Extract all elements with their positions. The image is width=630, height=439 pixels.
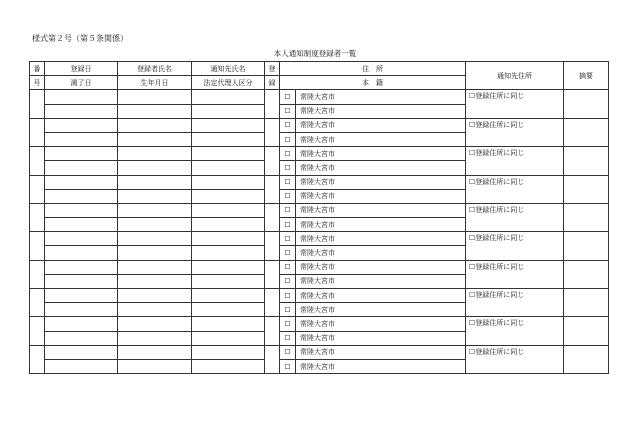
expiry-date-cell[interactable] bbox=[45, 331, 118, 345]
agent-type-cell[interactable] bbox=[192, 359, 265, 373]
notify-address-cell[interactable] bbox=[466, 203, 564, 231]
registrant-name-cell[interactable] bbox=[118, 90, 192, 104]
remarks-cell[interactable] bbox=[564, 147, 609, 175]
notify-name-cell[interactable] bbox=[192, 203, 265, 217]
registration-mark-cell[interactable] bbox=[265, 345, 280, 373]
same-address-label: 登録住所に同じ bbox=[475, 234, 525, 243]
same-address-label: 登録住所に同じ bbox=[475, 262, 525, 271]
birth-date-cell[interactable] bbox=[118, 274, 192, 288]
registration-mark-cell[interactable] bbox=[265, 118, 280, 146]
expiry-date-cell[interactable] bbox=[45, 161, 118, 175]
agent-type-cell[interactable] bbox=[192, 274, 265, 288]
document-title: 本人通知制度登録者一覧 bbox=[273, 49, 357, 58]
same-address-checkbox[interactable]: ☐ bbox=[469, 319, 476, 328]
address-checkbox[interactable]: ☐ bbox=[280, 203, 296, 217]
expiry-date-cell[interactable] bbox=[45, 274, 118, 288]
notify-address-cell[interactable] bbox=[466, 232, 564, 260]
notify-name-cell[interactable] bbox=[192, 175, 265, 189]
header-registration-date: 登録日 bbox=[45, 62, 118, 76]
table-row bbox=[30, 260, 609, 274]
header-domicile: 本 籍 bbox=[280, 76, 466, 90]
registrant-name-cell[interactable] bbox=[118, 175, 192, 189]
registration-date-cell[interactable] bbox=[45, 232, 118, 246]
same-address-checkbox[interactable]: ☐ bbox=[469, 234, 476, 243]
address-city-cell[interactable]: 常陸大宮市 bbox=[296, 147, 466, 161]
same-address-checkbox[interactable]: ☐ bbox=[469, 347, 476, 356]
address-city-cell[interactable]: 常陸大宮市 bbox=[296, 345, 466, 359]
same-address-label: 登録住所に同じ bbox=[475, 120, 525, 129]
notify-address-cell[interactable] bbox=[466, 90, 564, 118]
registrant-table bbox=[29, 61, 609, 374]
address-checkbox[interactable]: ☐ bbox=[280, 232, 296, 246]
domicile-checkbox[interactable]: ☐ bbox=[280, 303, 296, 317]
birth-date-cell[interactable] bbox=[118, 246, 192, 260]
address-checkbox[interactable]: ☐ bbox=[280, 118, 296, 132]
same-address-label: 登録住所に同じ bbox=[475, 92, 525, 101]
same-address-checkbox[interactable]: ☐ bbox=[469, 177, 476, 186]
birth-date-cell[interactable] bbox=[118, 161, 192, 175]
registration-mark-cell[interactable] bbox=[265, 289, 280, 317]
address-checkbox[interactable]: ☐ bbox=[280, 345, 296, 359]
registrant-name-cell[interactable] bbox=[118, 232, 192, 246]
table-row bbox=[30, 147, 609, 161]
domicile-checkbox[interactable]: ☐ bbox=[280, 274, 296, 288]
number-cell[interactable] bbox=[30, 118, 45, 146]
birth-date-cell[interactable] bbox=[118, 303, 192, 317]
domicile-checkbox[interactable]: ☐ bbox=[280, 189, 296, 203]
registrant-name-cell[interactable] bbox=[118, 118, 192, 132]
registration-mark-cell[interactable] bbox=[265, 232, 280, 260]
address-checkbox[interactable]: ☐ bbox=[280, 175, 296, 189]
domicile-checkbox[interactable]: ☐ bbox=[280, 218, 296, 232]
number-cell[interactable] bbox=[30, 317, 45, 345]
address-checkbox[interactable]: ☐ bbox=[280, 289, 296, 303]
table-row bbox=[30, 175, 609, 189]
notify-address-cell[interactable] bbox=[466, 260, 564, 288]
registration-mark-cell[interactable] bbox=[265, 90, 280, 118]
notify-name-cell[interactable] bbox=[192, 260, 265, 274]
header-registrant-name: 登録者氏名 bbox=[118, 62, 192, 76]
same-address-label: 登録住所に同じ bbox=[475, 205, 525, 214]
notify-name-cell[interactable] bbox=[192, 289, 265, 303]
header-birth-date: 生年月日 bbox=[118, 76, 192, 90]
table-row bbox=[30, 317, 609, 331]
domicile-checkbox[interactable]: ☐ bbox=[280, 246, 296, 260]
registration-date-cell[interactable] bbox=[45, 345, 118, 359]
expiry-date-cell[interactable] bbox=[45, 189, 118, 203]
address-city-cell[interactable]: 常陸大宮市 bbox=[296, 175, 466, 189]
domicile-city-cell[interactable]: 常陸大宮市 bbox=[296, 303, 466, 317]
agent-type-cell[interactable] bbox=[192, 161, 265, 175]
notify-name-cell[interactable] bbox=[192, 147, 265, 161]
notify-address-cell[interactable] bbox=[466, 147, 564, 175]
birth-date-cell[interactable] bbox=[118, 218, 192, 232]
number-cell[interactable] bbox=[30, 345, 45, 373]
registrant-name-cell[interactable] bbox=[118, 147, 192, 161]
registration-date-cell[interactable] bbox=[45, 289, 118, 303]
header-row-top bbox=[30, 62, 609, 76]
agent-type-cell[interactable] bbox=[192, 189, 265, 203]
expiry-date-cell[interactable] bbox=[45, 303, 118, 317]
expiry-date-cell[interactable] bbox=[45, 132, 118, 146]
notify-address-cell[interactable] bbox=[466, 289, 564, 317]
registrant-name-cell[interactable] bbox=[118, 317, 192, 331]
same-address-checkbox[interactable]: ☐ bbox=[469, 92, 476, 101]
remarks-cell[interactable] bbox=[564, 90, 609, 118]
domicile-checkbox[interactable]: ☐ bbox=[280, 331, 296, 345]
same-address-checkbox[interactable]: ☐ bbox=[469, 205, 476, 214]
table-body bbox=[30, 90, 609, 374]
same-address-label: 登録住所に同じ bbox=[475, 177, 525, 186]
header-registration-bottom: 録 bbox=[265, 76, 280, 90]
registration-date-cell[interactable] bbox=[45, 317, 118, 331]
registration-date-cell[interactable] bbox=[45, 203, 118, 217]
header-notify-address: 通知先住所 bbox=[466, 62, 564, 90]
remarks-cell[interactable] bbox=[564, 317, 609, 345]
table-row bbox=[30, 118, 609, 132]
number-cell[interactable] bbox=[30, 232, 45, 260]
address-city-cell[interactable]: 常陸大宮市 bbox=[296, 289, 466, 303]
expiry-date-cell[interactable] bbox=[45, 246, 118, 260]
registration-mark-cell[interactable] bbox=[265, 147, 280, 175]
remarks-cell[interactable] bbox=[564, 118, 609, 146]
table-row bbox=[30, 90, 609, 104]
same-address-label: 登録住所に同じ bbox=[475, 319, 525, 328]
address-city-cell[interactable]: 常陸大宮市 bbox=[296, 90, 466, 104]
same-address-label: 登録住所に同じ bbox=[475, 149, 525, 158]
address-city-cell[interactable]: 常陸大宮市 bbox=[296, 232, 466, 246]
domicile-checkbox[interactable]: ☐ bbox=[280, 104, 296, 118]
number-cell[interactable] bbox=[30, 203, 45, 231]
registration-date-cell[interactable] bbox=[45, 175, 118, 189]
notify-name-cell[interactable] bbox=[192, 90, 265, 104]
birth-date-cell[interactable] bbox=[118, 104, 192, 118]
domicile-city-cell[interactable]: 常陸大宮市 bbox=[296, 161, 466, 175]
domicile-checkbox[interactable]: ☐ bbox=[280, 161, 296, 175]
remarks-cell[interactable] bbox=[564, 260, 609, 288]
address-checkbox[interactable]: ☐ bbox=[280, 147, 296, 161]
notify-name-cell[interactable] bbox=[192, 118, 265, 132]
header-address: 住 所 bbox=[280, 62, 466, 76]
number-cell[interactable] bbox=[30, 260, 45, 288]
agent-type-cell[interactable] bbox=[192, 132, 265, 146]
header-number-top: 番 bbox=[30, 62, 45, 76]
header-number-bottom: 号 bbox=[30, 76, 45, 90]
notify-address-cell[interactable] bbox=[466, 317, 564, 345]
expiry-date-cell[interactable] bbox=[45, 104, 118, 118]
table-row bbox=[30, 345, 609, 359]
registrant-name-cell[interactable] bbox=[118, 260, 192, 274]
registration-mark-cell[interactable] bbox=[265, 203, 280, 231]
address-city-cell[interactable]: 常陸大宮市 bbox=[296, 317, 466, 331]
table-row bbox=[30, 289, 609, 303]
notify-name-cell[interactable] bbox=[192, 345, 265, 359]
header-notify-name: 通知先氏名 bbox=[192, 62, 265, 76]
domicile-city-cell[interactable]: 常陸大宮市 bbox=[296, 274, 466, 288]
address-checkbox[interactable]: ☐ bbox=[280, 260, 296, 274]
domicile-city-cell[interactable]: 常陸大宮市 bbox=[296, 132, 466, 146]
birth-date-cell[interactable] bbox=[118, 189, 192, 203]
agent-type-cell[interactable] bbox=[192, 331, 265, 345]
number-cell[interactable] bbox=[30, 90, 45, 118]
notify-name-cell[interactable] bbox=[192, 232, 265, 246]
domicile-checkbox[interactable]: ☐ bbox=[280, 359, 296, 373]
address-city-cell[interactable]: 常陸大宮市 bbox=[296, 118, 466, 132]
remarks-cell[interactable] bbox=[564, 232, 609, 260]
form-number: 様式第２号（第５条関係） bbox=[32, 34, 128, 43]
address-city-cell[interactable]: 常陸大宮市 bbox=[296, 203, 466, 217]
table-row bbox=[30, 203, 609, 217]
domicile-city-cell[interactable]: 常陸大宮市 bbox=[296, 189, 466, 203]
registrant-name-cell[interactable] bbox=[118, 289, 192, 303]
agent-type-cell[interactable] bbox=[192, 104, 265, 118]
agent-type-cell[interactable] bbox=[192, 218, 265, 232]
agent-type-cell[interactable] bbox=[192, 246, 265, 260]
birth-date-cell[interactable] bbox=[118, 331, 192, 345]
remarks-cell[interactable] bbox=[564, 175, 609, 203]
registration-mark-cell[interactable] bbox=[265, 175, 280, 203]
notify-name-cell[interactable] bbox=[192, 317, 265, 331]
number-cell[interactable] bbox=[30, 147, 45, 175]
domicile-city-cell[interactable]: 常陸大宮市 bbox=[296, 246, 466, 260]
same-address-checkbox[interactable]: ☐ bbox=[469, 291, 476, 299]
agent-type-cell[interactable] bbox=[192, 303, 265, 317]
header-registration-top: 登 bbox=[265, 62, 280, 76]
header-expiry-date: 満了日 bbox=[45, 76, 118, 90]
header-remarks: 摘要 bbox=[564, 62, 609, 90]
domicile-city-cell[interactable]: 常陸大宮市 bbox=[296, 218, 466, 232]
registrant-name-cell[interactable] bbox=[118, 345, 192, 359]
expiry-date-cell[interactable] bbox=[45, 218, 118, 232]
same-address-label: 登録住所に同じ bbox=[475, 291, 525, 299]
address-checkbox[interactable]: ☐ bbox=[280, 90, 296, 104]
registration-date-cell[interactable] bbox=[45, 147, 118, 161]
same-address-checkbox[interactable]: ☐ bbox=[469, 120, 476, 129]
registrant-name-cell[interactable] bbox=[118, 203, 192, 217]
domicile-city-cell[interactable]: 常陸大宮市 bbox=[296, 331, 466, 345]
domicile-checkbox[interactable]: ☐ bbox=[280, 132, 296, 146]
remarks-cell[interactable] bbox=[564, 345, 609, 373]
address-city-cell[interactable]: 常陸大宮市 bbox=[296, 260, 466, 274]
registration-mark-cell[interactable] bbox=[265, 260, 280, 288]
remarks-cell[interactable] bbox=[564, 289, 609, 317]
table-row bbox=[30, 232, 609, 246]
registration-date-cell[interactable] bbox=[45, 260, 118, 274]
remarks-cell[interactable] bbox=[564, 203, 609, 231]
registration-mark-cell[interactable] bbox=[265, 317, 280, 345]
expiry-date-cell[interactable] bbox=[45, 359, 118, 373]
registration-date-cell[interactable] bbox=[45, 118, 118, 132]
address-checkbox[interactable]: ☐ bbox=[280, 317, 296, 331]
same-address-checkbox[interactable]: ☐ bbox=[469, 262, 476, 271]
notify-address-cell[interactable] bbox=[466, 118, 564, 146]
header-agent-type: 法定代理人区分 bbox=[192, 76, 265, 90]
domicile-city-cell[interactable]: 常陸大宮市 bbox=[296, 104, 466, 118]
number-cell[interactable] bbox=[30, 175, 45, 203]
domicile-city-cell[interactable]: 常陸大宮市 bbox=[296, 359, 466, 373]
same-address-label: 登録住所に同じ bbox=[475, 347, 525, 356]
notify-address-cell[interactable] bbox=[466, 345, 564, 373]
number-cell[interactable] bbox=[30, 289, 45, 317]
birth-date-cell[interactable] bbox=[118, 359, 192, 373]
same-address-checkbox[interactable]: ☐ bbox=[469, 149, 476, 158]
notify-address-cell[interactable] bbox=[466, 175, 564, 203]
birth-date-cell[interactable] bbox=[118, 132, 192, 146]
registration-date-cell[interactable] bbox=[45, 90, 118, 104]
